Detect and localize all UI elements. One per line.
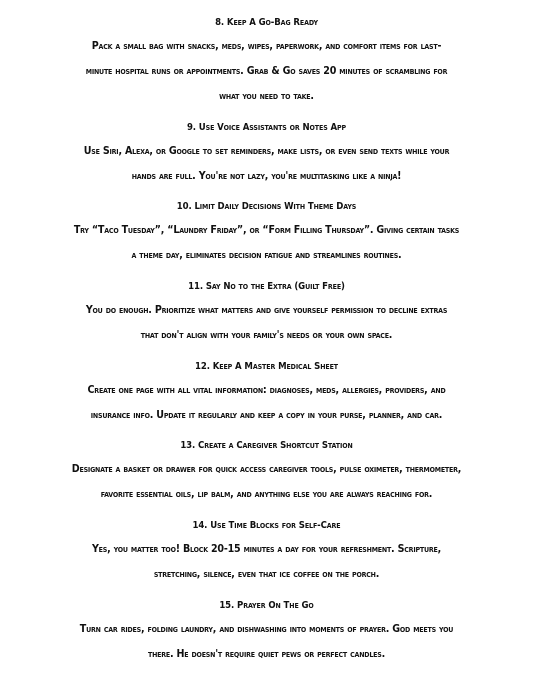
tip-body-line: minute hospital runs or appointments. Grab & Go saves 20 minutes of scrambling for (85, 65, 448, 77)
tip-body (7, 617, 527, 667)
tip-heading: 15. Prayer On The Go (219, 600, 314, 611)
tip-12 (0, 356, 533, 428)
tip-15 (0, 595, 533, 667)
tip-body (7, 378, 527, 428)
tip-heading: 9. Use Voice Assistants or Notes App (186, 122, 347, 133)
tip-10 (0, 196, 533, 268)
tip-body (7, 34, 527, 109)
tip-body-line: Designate a basket or drawer for quick access caregiver tools, pulse oximeter, thermometer, (71, 463, 462, 475)
tip-body-line: hands are full. You're not lazy, you're multitasking like a ninja! (131, 170, 402, 182)
tip-body-line: a theme day, eliminates decision fatigue and streamlines routines. (131, 249, 402, 261)
tip-body-line: what you need to take. (219, 90, 314, 102)
tip-heading: 11. Say No to the Extra (Guilt Free) (188, 281, 345, 292)
tip-body-line: favorite essential oils, lip balm, and anything else you are always reaching for. (100, 488, 433, 500)
tip-13 (0, 435, 533, 507)
tip-body (7, 139, 527, 189)
tip-body-line: that don't align with your family's needs or your own space. (140, 329, 393, 341)
tip-body (7, 298, 527, 348)
tip-8 (0, 12, 533, 109)
tip-heading: 8. Keep A Go-Bag Ready (215, 17, 318, 28)
tip-heading: 12. Keep A Master Medical Sheet (195, 361, 338, 372)
tip-body-line: stretching, silence, even that ice coffee on the porch. (153, 568, 380, 580)
tip-11 (0, 276, 533, 348)
tip-body (7, 537, 527, 587)
tip-heading: 10. Limit Daily Decisions With Theme Days (176, 201, 357, 212)
tip-14 (0, 515, 533, 587)
tip-body-line: Pack a small bag with snacks, meds, wipes, paperwork, and comfort items for last- (91, 40, 442, 52)
tip-body-line: Turn car rides, folding laundry, and dishwashing into moments of prayer. God meets you (79, 623, 454, 635)
tip-body-line: You do enough. Prioritize what matters and give yourself permission to decline extras (85, 304, 448, 316)
tip-body-line: insurance info. Update it regularly and keep a copy in your purse, planner, and car. (90, 409, 443, 421)
tip-body-line: Use Siri, Alexa, or Google to set reminders, make lists, or even send texts while your (83, 145, 450, 157)
tip-body-line: Create one page with all vital information: diagnoses, meds, allergies, providers, and (87, 384, 446, 396)
tip-body-line: there. He doesn't require quiet pews or perfect candles. (147, 648, 386, 660)
tip-9 (0, 117, 533, 189)
tip-heading: 14. Use Time Blocks for Self-Care (192, 520, 341, 531)
tip-body-line: Yes, you matter too! Block 20-15 minutes a day for your refreshment. Scripture, (91, 543, 442, 555)
tip-body (7, 457, 527, 507)
tip-body (7, 218, 527, 268)
tip-body-line: Try “Taco Tuesday”, “Laundry Friday”, or “Form Filling Thursday”. Giving certain tasks (73, 224, 460, 236)
tip-heading: 13. Create a Caregiver Shortcut Station (180, 440, 353, 451)
